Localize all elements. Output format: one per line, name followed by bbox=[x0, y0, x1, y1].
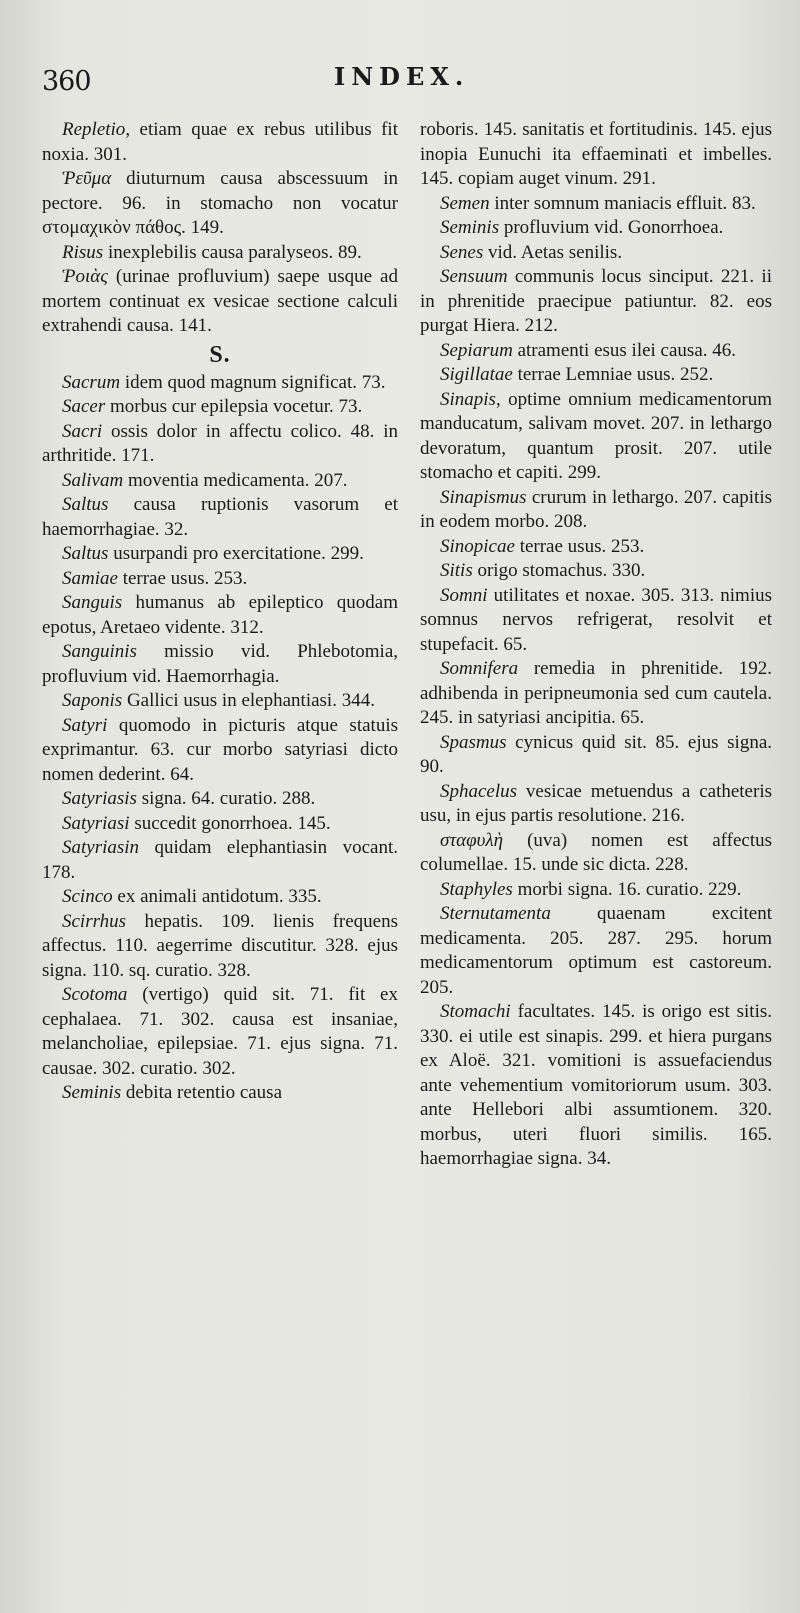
entry-text: ossis dolor in affectu colico. 48. in arthritide. 171. bbox=[42, 420, 398, 466]
entry-text: succedit gonorrhoea. 145. bbox=[129, 812, 331, 834]
entry-text: (uva) nomen est affectus columellae. 15. unde sic dicta. 228. bbox=[420, 829, 772, 875]
index-entry bbox=[42, 910, 398, 984]
entry-headword: Scinco bbox=[62, 886, 113, 907]
entry-headword: Ῥεῦμα bbox=[62, 168, 112, 189]
entry-text: idem quod magnum significat. 73. bbox=[120, 371, 386, 393]
entry-headword: Sacri bbox=[62, 420, 103, 442]
index-entry bbox=[42, 395, 398, 420]
index-entry bbox=[420, 902, 772, 1000]
entry-text: usurpandi pro exercitatione. 299. bbox=[108, 543, 364, 564]
entry-text: atramenti esus ilei causa. 46. bbox=[512, 339, 737, 361]
index-entry bbox=[42, 885, 398, 910]
page-number: 360 bbox=[42, 66, 91, 97]
index-entry bbox=[42, 567, 398, 592]
index-entry bbox=[420, 535, 772, 560]
entry-headword: Sacrum bbox=[62, 371, 121, 393]
entry-headword: Seminis bbox=[440, 217, 500, 238]
entry-text: morbus cur epilepsia vocetur. 73. bbox=[105, 396, 363, 417]
entry-headword: Sanguinis bbox=[62, 641, 137, 662]
entry-text: origo stomachus. 330. bbox=[472, 560, 646, 581]
entry-text: inexplebilis causa paralyseos. 89. bbox=[103, 241, 362, 263]
page-header bbox=[0, 52, 800, 102]
index-entry bbox=[42, 371, 398, 396]
entry-headword: Satyriasis bbox=[62, 788, 137, 809]
index-entry bbox=[42, 265, 398, 339]
section-letter: S. bbox=[209, 341, 231, 368]
entry-text: terrae Lemniae usus. 252. bbox=[512, 364, 714, 385]
entry-headword: Sinapismus bbox=[440, 486, 527, 508]
entry-text: (vertigo) quid sit. 71. fit ex cephalaea. 71. 302. causa est insaniae, melancholiae, epilepsiae. 71. ejus signa. 71. causae. 302. curatio. 302. bbox=[42, 984, 398, 1079]
index-entry bbox=[420, 339, 772, 364]
index-entry bbox=[420, 265, 772, 339]
index-entry bbox=[420, 216, 772, 241]
index-entry bbox=[420, 363, 772, 388]
entry-headword: Scotoma bbox=[62, 984, 128, 1005]
entry-text: profluvium vid. Gonorrhoea. bbox=[499, 217, 724, 238]
index-entry bbox=[42, 1081, 398, 1106]
entry-text: quaenam excitent medicamenta. 205. 287. 295. horum medicamentorum optimum est castoreum. 205. bbox=[420, 903, 772, 998]
entry-headword: Sacer bbox=[62, 396, 106, 417]
index-entry bbox=[42, 241, 398, 266]
entry-headword: Risus bbox=[62, 241, 104, 263]
index-entry bbox=[42, 118, 398, 167]
entry-text: , optime omnium medicamentorum manducatum, salivam movet. 207. in lethargo devoratum, quantum prosit. 207. utile stomacho et capiti. 299. bbox=[420, 388, 772, 483]
index-entry bbox=[42, 591, 398, 640]
entry-headword: Sinopicae bbox=[440, 535, 515, 557]
entry-headword: Sigillatae bbox=[440, 364, 513, 385]
entry-text: causa ruptionis vasorum et haemorrhagiae. 32. bbox=[42, 494, 398, 540]
entry-headword: Repletio bbox=[62, 119, 126, 140]
index-column-left bbox=[42, 118, 398, 1106]
entry-text: humanus ab epileptico quodam epotus, Aretaeo vidente. 312. bbox=[42, 592, 398, 638]
index-entry bbox=[420, 1000, 772, 1172]
index-entry bbox=[42, 469, 398, 494]
entry-text: vid. Aetas senilis. bbox=[483, 241, 623, 263]
entry-text: , etiam quae ex rebus utilibus fit noxia. 301. bbox=[42, 119, 398, 165]
entry-headword: Senes bbox=[440, 241, 484, 263]
entry-headword: Satyri bbox=[62, 714, 108, 736]
entry-headword: Satyriasi bbox=[62, 812, 130, 834]
index-entry bbox=[42, 689, 398, 714]
entry-headword: Sitis bbox=[440, 560, 473, 581]
index-entry bbox=[420, 192, 772, 217]
entry-text: ex animali antidotum. 335. bbox=[112, 886, 322, 907]
entry-headword: Seminis bbox=[62, 1082, 122, 1103]
entry-headword: Somnifera bbox=[440, 658, 519, 679]
index-entry bbox=[42, 983, 398, 1081]
index-entry bbox=[420, 584, 772, 658]
index-entry bbox=[420, 559, 772, 584]
entry-text: missio vid. Phlebotomia, profluvium vid. Haemorrhagia. bbox=[42, 641, 398, 687]
entry-text: terrae usus. 253. bbox=[514, 535, 645, 557]
entry-headword: Sanguis bbox=[62, 592, 123, 613]
continuation-text: roboris. 145. sanitatis et fortitudinis. 145. ejus inopia Eunuchi ita effaeminati et imbelles. 145. copiam auget vinum. 291. bbox=[420, 119, 772, 189]
index-entry bbox=[42, 640, 398, 689]
entry-text: morbi signa. 16. curatio. 229. bbox=[512, 878, 742, 900]
entry-headword: Spasmus bbox=[440, 731, 507, 753]
entry-headword: Sepiarum bbox=[440, 339, 513, 361]
entry-headword: Semen bbox=[440, 192, 490, 214]
entry-headword: Satyriasin bbox=[62, 837, 140, 858]
entry-text: debita retentio causa bbox=[121, 1082, 283, 1103]
entry-headword: Somni bbox=[440, 584, 488, 606]
entry-headword: Scirrhus bbox=[62, 910, 127, 932]
entry-text: Gallici usus in elephantiasi. 344. bbox=[122, 690, 375, 711]
entry-text: communis locus sinciput. 221. ii in phrenitide praecipue patiuntur. 82. eos purgat Hiera. 212. bbox=[420, 266, 772, 336]
entry-text: quidam elephantiasin vocant. 178. bbox=[42, 837, 398, 883]
index-entry bbox=[420, 829, 772, 878]
entry-text: facultates. 145. is origo est sitis. 330. ei utile est sinapis. 299. et hiera purgans ex Aloë. 321. vomitioni is assuefaciendus ante vehementium vomitoriorum usum. 303. ante Hellebori albi assumtionem. 320. morbus, uteri fluori similis. 165. haemorrhagiae signa. 34. bbox=[420, 1001, 772, 1169]
index-entry bbox=[42, 167, 398, 241]
entry-text: utilitates et noxae. 305. 313. nimius somnus nervos refrigerat, resolvit et stupefacit. 65. bbox=[420, 584, 772, 655]
entry-text: diuturnum causa abscessuum in pectore. 96. in stomacho non vocatur στομαχικὸν πάθος. 149. bbox=[42, 168, 398, 238]
index-entry bbox=[42, 542, 398, 567]
entry-text: terrae usus. 253. bbox=[117, 567, 248, 589]
index-entry bbox=[42, 812, 398, 837]
index-entry bbox=[420, 780, 772, 829]
index-entry bbox=[42, 787, 398, 812]
entry-headword: Staphyles bbox=[440, 878, 513, 900]
entry-text: inter somnum maniacis effluit. 83. bbox=[489, 192, 756, 214]
index-entry bbox=[420, 388, 772, 486]
entry-text: signa. 64. curatio. 288. bbox=[136, 788, 316, 809]
running-head: INDEX. bbox=[334, 62, 470, 91]
entries-right bbox=[420, 192, 772, 1172]
index-entry bbox=[420, 241, 772, 266]
entry-headword: Ῥοιὰς bbox=[62, 266, 108, 287]
entry-headword: Sternutamenta bbox=[440, 903, 551, 924]
entry-text: vesicae metuendus a catheteris usu, in ejus partis resolutione. 216. bbox=[420, 780, 772, 826]
entry-headword: Sensuum bbox=[440, 266, 508, 287]
entry-text: moventia medicamenta. 207. bbox=[123, 469, 348, 491]
entry-headword: Salivam bbox=[62, 469, 124, 491]
entry-text: hepatis. 109. lienis frequens affectus. 110. aegerrime discutitur. 328. ejus signa. 110. sq. curatio. 328. bbox=[42, 910, 398, 981]
index-entry bbox=[42, 420, 398, 469]
entry-headword: Saponis bbox=[62, 690, 123, 711]
entry-headword: Stomachi bbox=[440, 1001, 511, 1022]
entry-text: remedia in phrenitide. 192. adhibenda in peripneumonia sed cum cautela. 245. in satyriasi ancipitia. 65. bbox=[420, 658, 772, 728]
index-entry bbox=[420, 486, 772, 535]
entry-headword: Sphacelus bbox=[440, 780, 518, 802]
entry-text: crurum in lethargo. 207. capitis in eodem morbo. 208. bbox=[420, 486, 772, 532]
entry-headword: σταφυλὴ bbox=[440, 829, 504, 851]
entry-headword: Saltus bbox=[62, 494, 109, 515]
index-column-right bbox=[420, 118, 772, 1172]
entry-headword: Samiae bbox=[62, 567, 118, 589]
entry-headword: Sinapis bbox=[440, 388, 496, 410]
index-entry bbox=[420, 878, 772, 903]
entries-after-letter bbox=[42, 371, 398, 1106]
entries-before-letter bbox=[42, 118, 398, 339]
entry-headword: Saltus bbox=[62, 543, 109, 564]
index-entry bbox=[42, 714, 398, 788]
index-entry bbox=[42, 836, 398, 885]
entry-text: (urinae profluvium) saepe usque ad mortem continuat ex vesicae sectione calculi extrahendi causa. 141. bbox=[42, 266, 398, 336]
index-entry bbox=[420, 731, 772, 780]
index-entry bbox=[420, 657, 772, 731]
entry-text: quomodo in picturis atque statuis exprimantur. 63. cur morbo satyriasi dicto nomen dederint. 64. bbox=[42, 714, 398, 785]
entry-text: cynicus quid sit. 85. ejus signa. 90. bbox=[420, 731, 772, 777]
index-entry bbox=[42, 493, 398, 542]
